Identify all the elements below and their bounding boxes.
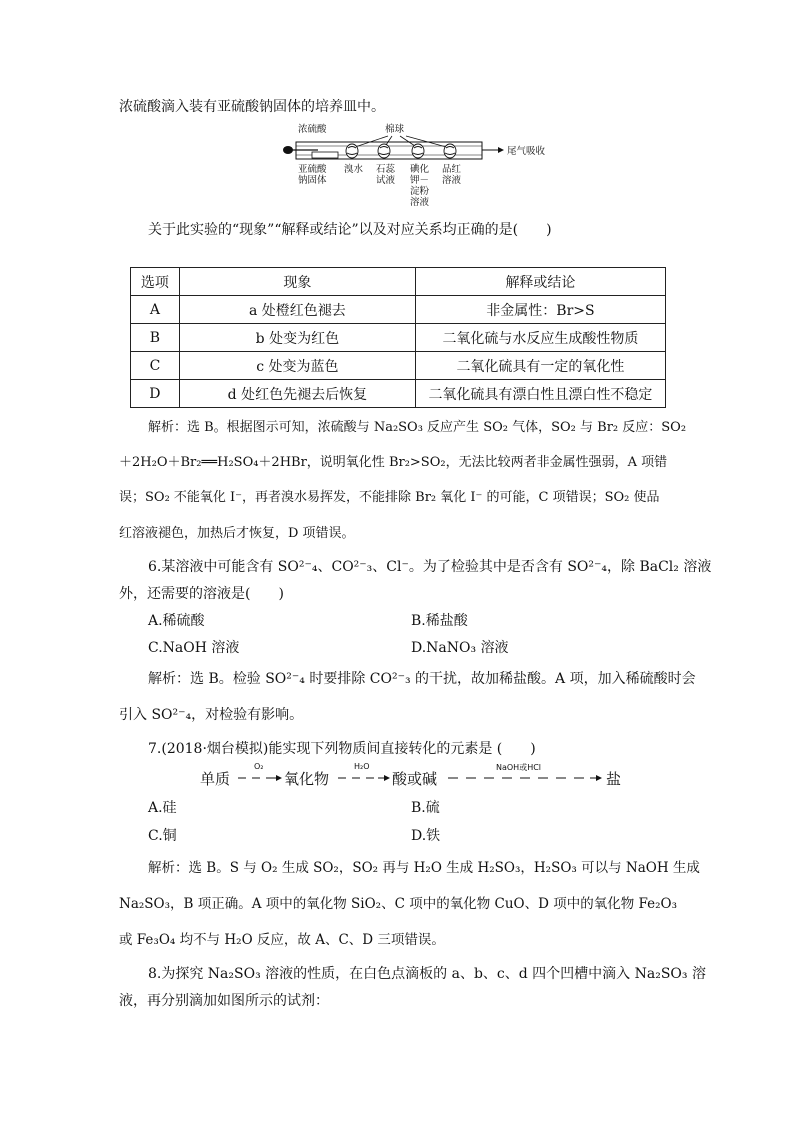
chain-acid-or-base: 酸或碱 <box>392 770 438 788</box>
label-ki-3: 淀粉 <box>410 186 430 197</box>
q6-analysis-line-2: 引入 SO²⁻₄，对检验有影响。 <box>119 707 304 723</box>
apparatus-diagram <box>280 120 570 210</box>
label-solid-2: 钠固体 <box>298 175 327 186</box>
q7-option-c: C.铜 <box>148 828 177 844</box>
table-cell: 非金属性：Br>S <box>415 296 665 324</box>
chain-reagent-2: H₂O <box>354 762 370 771</box>
chain-oxide: 氧化物 <box>284 770 330 788</box>
q6-option-d: D.NaNO₃ 溶液 <box>411 640 509 656</box>
table-cell: a 处橙红色褪去 <box>179 296 415 324</box>
q6-option-a: A.稀硫酸 <box>148 613 205 629</box>
q7-analysis-line-2: Na₂SO₃，B 项正确。A 项中的氧化物 SiO₂、C 项中的氧化物 CuO、D 项中的氧化物 Fe₂O₃ <box>119 896 678 912</box>
q6-analysis-line-1: 解析：选 B。检验 SO²⁻₄ 时要排除 CO²⁻₃ 的干扰，故加稀盐酸。A 项，加入稀硫酸时会 <box>148 671 696 687</box>
q7-analysis-line-3: 或 Fe₃O₄ 均不与 H₂O 反应，故 A、C、D 三项错误。 <box>119 932 445 948</box>
table-cell: A <box>131 296 180 324</box>
label-ki-4: 溶液 <box>410 197 430 208</box>
table-row <box>131 380 666 408</box>
table-row <box>131 352 666 380</box>
table-cell: B <box>131 324 180 352</box>
label-ki-1: 碘化 <box>410 164 430 175</box>
table-header-cell: 现象 <box>179 268 415 296</box>
label-litmus-1: 石蕊 <box>376 164 396 175</box>
label-ki-2: 钾－ <box>410 175 430 186</box>
q7-stem: 7.(2018·烟台模拟)能实现下列物质间直接转化的元素是 ( ) <box>148 741 536 757</box>
table-cell: D <box>131 380 180 408</box>
q5-analysis-line-3: 误；SO₂ 不能氧化 I⁻，再者溴水易挥发，不能排除 Br₂ 氧化 I⁻ 的可能，C 项错误；SO₂ 使品 <box>119 490 660 505</box>
q5-analysis-line-1: 解析：选 B。根据图示可知，浓硫酸与 Na₂SO₃ 反应产生 SO₂ 气体，SO₂ 与 Br₂ 反应：SO₂ <box>148 420 687 435</box>
table-cell: d 处红色先褪去后恢复 <box>179 380 415 408</box>
table-header-cell: 选项 <box>131 268 180 296</box>
q6-stem-line-1: 6.某溶液中可能含有 SO²⁻₄、CO²⁻₃、Cl⁻。为了检验其中是否含有 SO²⁻₄，除 BaCl₂ 溶液 <box>148 559 712 575</box>
q6-option-b: B.稀盐酸 <box>411 613 468 629</box>
label-bromine: 溴水 <box>344 164 364 175</box>
label-exhaust: 尾气吸收 <box>507 146 546 157</box>
chain-reagent-3: NaOH或HCl <box>496 763 542 772</box>
label-fuchsin-1: 品红 <box>442 164 462 175</box>
label-cotton: 棉球 <box>385 124 405 135</box>
outlet-arrow-icon <box>498 147 504 153</box>
table-cell: 二氧化硫与水反应生成酸性物质 <box>415 324 665 352</box>
q5-analysis-line-2: ＋2H₂O＋Br₂══H₂SO₄＋2HBr，说明氧化性 Br₂>SO₂，无法比较两者非金属性强弱，A 项错 <box>119 455 668 470</box>
q7-analysis-line-1: 解析：选 B。S 与 O₂ 生成 SO₂，SO₂ 再与 H₂O 生成 H₂SO₃，H₂SO₃ 可以与 NaOH 生成 <box>148 860 700 876</box>
table-row <box>131 324 666 352</box>
table-header-cell: 解释或结论 <box>415 268 665 296</box>
table-cell: C <box>131 352 180 380</box>
dropper-bulb-icon <box>283 146 293 154</box>
chain-reagent-1: O₂ <box>254 762 264 771</box>
table-cell: 二氧化硫具有一定的氧化性 <box>415 352 665 380</box>
label-solid-1: 亚硫酸 <box>298 164 327 175</box>
table-cell: b 处变为红色 <box>179 324 415 352</box>
chain-simple-substance: 单质 <box>200 770 231 788</box>
q5-stem: 关于此实验的“现象”“解释或结论”以及对应关系均正确的是( ) <box>148 222 552 238</box>
label-litmus-2: 试液 <box>376 175 396 186</box>
q7-option-b: B.硫 <box>411 800 440 816</box>
q7-option-d: D.铁 <box>411 828 441 844</box>
label-fuchsin-2: 溶液 <box>442 175 462 186</box>
q7-option-a: A.硅 <box>148 800 177 816</box>
q5-analysis-line-4: 红溶液褪色，加热后才恢复，D 项错误。 <box>119 526 355 541</box>
table-cell: 二氧化硫具有漂白性且漂白性不稳定 <box>415 380 665 408</box>
intro-line: 浓硫酸滴入装有亚硫酸钠固体的培养皿中。 <box>119 99 385 115</box>
q6-stem-line-2: 外，还需要的溶液是( ) <box>119 586 284 602</box>
q8-stem-line-2: 液，再分别滴加如图所示的试剂： <box>119 993 329 1009</box>
answer-table <box>130 267 666 408</box>
table-header-row <box>131 268 666 296</box>
q6-option-c: C.NaOH 溶液 <box>148 640 240 656</box>
table-row <box>131 296 666 324</box>
chain-salt: 盐 <box>606 770 622 788</box>
table-cell: c 处变为蓝色 <box>179 352 415 380</box>
label-conc-acid: 浓硫酸 <box>298 124 327 135</box>
q8-stem-line-1: 8.为探究 Na₂SO₃ 溶液的性质，在白色点滴板的 a、b、c、d 四个凹槽中滴入 Na₂SO₃ 溶 <box>148 966 706 982</box>
